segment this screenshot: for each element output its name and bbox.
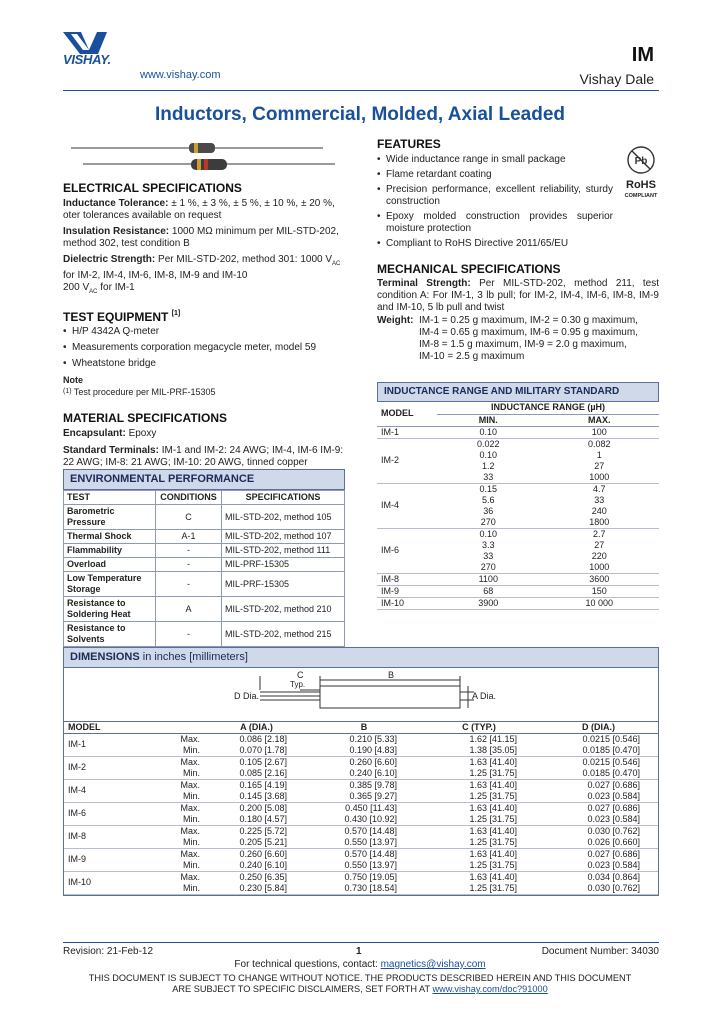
list-item: • H/P 4342A Q-meter (63, 326, 345, 338)
cell-model: IM-9 (68, 854, 86, 865)
cell-min: 33 (483, 550, 494, 561)
cell-dimension: 1.63 [41.40] (469, 871, 517, 882)
cell-dimension: 0.570 [14.48] (344, 825, 397, 836)
col-inductance-range: INDUCTANCE RANGE (µH) (437, 402, 659, 414)
inductance-table (377, 382, 659, 610)
cell-specification: MIL-STD-202, method 111 (222, 544, 345, 558)
cell-test: Barometric Pressure (64, 505, 156, 530)
logo-text: VISHAY. (63, 52, 111, 67)
cell-dimension: 0.180 [4.57] (239, 813, 287, 824)
list-item: • Compliant to RoHS Directive 2011/65/EU (377, 238, 613, 250)
cell-dimension: 0.240 [6.10] (349, 767, 397, 778)
mechanical-heading: MECHANICAL SPECIFICATIONS (377, 261, 561, 276)
cell-model: IM-9 (381, 585, 399, 596)
dielectric-text-4: for IM-1 (97, 281, 135, 293)
cell-max: 1000 (589, 561, 610, 572)
cell-dimension: 0.0215 [0.546] (582, 756, 640, 767)
document-id: IM (631, 44, 654, 66)
document-number: Document Number: 34030 (541, 946, 659, 957)
weight-label: Weight: (377, 315, 414, 327)
cell-dimension: 1.25 [31.75] (469, 882, 517, 893)
cell-max: 2.7 (593, 528, 606, 539)
cell-dimension: 0.250 [6.35] (239, 871, 287, 882)
cell-dimension: 0.730 [18.54] (344, 882, 397, 893)
col-a-dia: A (DIA.) (240, 721, 273, 732)
list-item: • Flame retardant coating (377, 169, 613, 181)
table-row (377, 597, 659, 609)
note-label: Note (63, 375, 83, 386)
table-row (64, 597, 345, 622)
table-row (64, 530, 345, 544)
weight-line: IM-4 = 0.65 g maximum, IM-6 = 0.95 g maximum, (419, 327, 638, 339)
inductance-tolerance (63, 198, 345, 222)
list-item: • Wide inductance range in small package (377, 154, 613, 166)
test-equipment-list (63, 326, 345, 370)
cell-dimension: 1.63 [41.40] (469, 756, 517, 767)
cell-max: 220 (591, 550, 607, 561)
cell-dimension: 0.145 [3.68] (239, 790, 287, 801)
cell-model: IM-1 (381, 426, 399, 437)
page-title: Inductors, Commercial, Molded, Axial Leaded (155, 104, 565, 125)
weight-line: IM-1 = 0.25 g maximum, IM-2 = 0.30 g maximum, (419, 315, 638, 327)
cell-dimension: 0.225 [5.72] (239, 825, 287, 836)
cell-dimension: 0.450 [11.43] (345, 802, 397, 813)
table-row (64, 871, 658, 883)
table-row (64, 768, 658, 780)
page-number: 1 (356, 946, 362, 957)
cell-condition: C (156, 505, 222, 530)
cell-dimension: 0.165 [4.19] (239, 779, 287, 790)
cell-min: 0.15 (479, 483, 498, 494)
cell-condition: - (156, 572, 222, 597)
table-row (377, 573, 659, 585)
cell-dimension: 1.25 [31.75] (469, 836, 517, 847)
cell-max: 1000 (589, 471, 610, 482)
cell-model: IM-4 (68, 785, 86, 796)
cell-dimension: 0.550 [13.97] (344, 859, 397, 870)
disclaimer-link[interactable]: www.vishay.com/doc?91000 (432, 984, 548, 994)
col-limit (154, 721, 204, 733)
cell-min: 5.6 (482, 494, 495, 505)
cell-condition: A-1 (156, 530, 222, 544)
cell-min: 68 (483, 585, 494, 596)
cell-max: 27 (594, 460, 605, 471)
weight-line: IM-10 = 2.5 g maximum (419, 351, 525, 363)
cell-limit: Min. (182, 859, 200, 870)
col-max: MAX. (540, 414, 659, 426)
dielectric-text-1: Per MIL-STD-202, method 301: 1000 V (158, 253, 333, 265)
dimensions-subheading: in inches [millimeters] (142, 651, 248, 663)
diagram-a-dia: A Dia. (472, 691, 497, 702)
disclaimer-text: ARE SUBJECT TO SPECIFIC DISCLAIMERS, SET FORTH AT (172, 984, 433, 994)
header-divider (63, 90, 659, 91)
inductor-photo (63, 137, 345, 175)
cell-dimension: 0.0215 [0.546] (582, 733, 640, 744)
cell-dimension: 0.260 [6.60] (349, 756, 397, 767)
cell-model: IM-6 (381, 545, 399, 556)
cell-min: 3.3 (482, 539, 495, 550)
cell-dimension: 0.085 [2.16] (239, 767, 287, 778)
table-row (377, 528, 659, 540)
cell-min: 270 (480, 516, 496, 527)
cell-limit: Max. (180, 779, 200, 790)
dimensions-body (64, 733, 658, 894)
cell-min: 0.10 (479, 449, 498, 460)
cell-max: 27 (594, 539, 605, 550)
table-row (64, 779, 658, 791)
table-row (64, 825, 658, 837)
features-list (377, 154, 613, 250)
table-row (64, 558, 345, 572)
cell-dimension: 0.230 [5.84] (239, 882, 287, 893)
rohs-label: RoHS (626, 179, 656, 192)
pb-text: Pb (634, 156, 648, 167)
cell-dimension: 0.105 [2.67] (239, 756, 287, 767)
rohs-compliant: COMPLIANT (624, 192, 658, 199)
table-row (64, 544, 345, 558)
cell-min: 33 (483, 471, 494, 482)
cell-max: 10 000 (585, 597, 614, 608)
terminal-strength (377, 278, 659, 314)
cell-dimension: 0.0185 [0.470] (582, 744, 640, 755)
table-row (64, 802, 658, 814)
dielectric-sub-1: AC (332, 260, 341, 267)
note-text (63, 386, 345, 398)
cell-test: Low Temperature Storage (64, 572, 156, 597)
table-row (64, 622, 345, 647)
cell-dimension: 0.210 [5.33] (349, 733, 397, 744)
cell-dimension: 0.030 [0.762] (587, 825, 640, 836)
cell-dimension: 0.550 [13.97] (344, 836, 397, 847)
left-column (63, 137, 345, 469)
dimensions-heading: DIMENSIONS (70, 651, 140, 663)
table-row (64, 837, 658, 849)
table-row (64, 572, 345, 597)
insulation-label: Insulation Resistance: (63, 225, 170, 237)
list-item: • Wheatstone bridge (63, 358, 345, 370)
cell-limit: Max. (180, 802, 200, 813)
terminals-label: Standard Terminals: (63, 445, 159, 457)
disclaimer-line-1: THIS DOCUMENT IS SUBJECT TO CHANGE WITHOUT NOTICE. THE PRODUCTS DESCRIBED HEREIN AND THIS DOCUMENT (88, 973, 632, 983)
cell-test: Resistance to Soldering Heat (64, 597, 156, 622)
cell-dimension: 0.430 [10.92] (344, 813, 397, 824)
cell-dimension: 1.25 [31.75] (469, 767, 517, 778)
cell-dimension: 0.205 [5.21] (239, 836, 287, 847)
table-row (377, 585, 659, 597)
cell-dimension: 1.63 [41.40] (469, 848, 517, 859)
table-row (64, 791, 658, 803)
environmental-heading: ENVIRONMENTAL PERFORMANCE (63, 469, 345, 490)
col-model: MODEL (377, 402, 437, 426)
encapsulant (63, 428, 345, 440)
material-heading: MATERIAL SPECIFICATIONS (63, 411, 228, 426)
cell-model: IM-10 (68, 877, 92, 888)
dielectric-label: Dielectric Strength: (63, 253, 156, 265)
cell-dimension: 0.190 [4.83] (349, 744, 397, 755)
terminal-strength-text: Per MIL-STD-202, method 211, test condition A: For IM-1, 3 lb pull; for IM-2, IM-4, IM-6, IM-8, IM-9 and IM-10, 5 lb pull and twist (377, 278, 659, 314)
cell-limit: Max. (180, 756, 200, 767)
vishay-logo (63, 30, 133, 66)
cell-dimension: 0.086 [2.18] (239, 733, 287, 744)
cell-dimension: 0.385 [9.78] (349, 779, 397, 790)
tech-contact-text: For technical questions, contact: (234, 959, 381, 970)
insulation-text: 1000 MΩ minimum per MIL-STD-202, method 302, test condition B (63, 225, 339, 249)
cell-limit: Max. (180, 871, 200, 882)
list-item: • Epoxy molded construction provides superior moisture protection (377, 211, 613, 235)
cell-dimension: 0.026 [0.660] (587, 836, 640, 847)
cell-condition: - (156, 622, 222, 647)
table-row (64, 848, 658, 860)
cell-min: 270 (480, 561, 496, 572)
inductance-body (377, 426, 659, 609)
table-row (64, 756, 658, 768)
cell-max: 1800 (589, 516, 610, 527)
cell-dimension: 0.200 [5.08] (239, 802, 287, 813)
electrical-heading: ELECTRICAL SPECIFICATIONS (63, 181, 242, 196)
cell-model: IM-2 (381, 455, 399, 466)
test-equipment-ref: [1] (171, 309, 181, 317)
cell-limit: Max. (180, 825, 200, 836)
table-row (377, 426, 659, 438)
encapsulant-text: Epoxy (128, 428, 157, 440)
cell-limit: Max. (180, 848, 200, 859)
weight-block (377, 315, 659, 363)
col-min: MIN. (437, 414, 540, 426)
cell-model: IM-8 (68, 831, 86, 842)
table-row (64, 860, 658, 872)
cell-limit: Min. (182, 813, 200, 824)
tolerance-label: Inductance Tolerance: (63, 197, 169, 209)
table-row (377, 438, 659, 450)
cell-limit: Min. (182, 767, 200, 778)
disclaimer-line-2 (0, 984, 720, 995)
cell-max: 150 (591, 585, 607, 596)
cell-dimension: 1.25 [31.75] (469, 813, 517, 824)
cell-dimension: 0.365 [9.27] (349, 790, 397, 801)
inductance-heading: INDUCTANCE RANGE AND MILITARY STANDARD (377, 382, 659, 402)
dimensions-section (63, 647, 659, 896)
list-item: • Precision performance, excellent reliability, sturdy construction (377, 184, 613, 208)
rohs-badge (621, 145, 661, 211)
cell-dimension: 0.023 [0.584] (587, 790, 640, 801)
cell-dimension: 0.260 [6.60] (239, 848, 287, 859)
encapsulant-label: Encapsulant: (63, 428, 126, 440)
cell-dimension: 0.240 [6.10] (239, 859, 287, 870)
cell-dimension: 0.030 [0.762] (587, 882, 640, 893)
cell-condition: - (156, 544, 222, 558)
cell-min: 1.2 (482, 460, 495, 471)
cell-test: Resistance to Solvents (64, 622, 156, 647)
table-row (64, 733, 658, 745)
vishay-logo-icon (63, 30, 133, 54)
cell-condition: A (156, 597, 222, 622)
cell-dimension: 1.62 [41.15] (469, 733, 517, 744)
cell-dimension: 0.027 [0.686] (587, 802, 640, 813)
cell-model: IM-6 (68, 808, 86, 819)
test-equipment-title: TEST EQUIPMENT (63, 309, 169, 324)
cell-model: IM-1 (68, 739, 86, 750)
list-item: • Measurements corporation megacycle meter, model 59 (63, 342, 345, 354)
vishay-url[interactable]: www.vishay.com (140, 69, 221, 81)
col-specifications: SPECIFICATIONS (222, 491, 345, 505)
cell-condition: - (156, 558, 222, 572)
col-d-dia: D (DIA.) (582, 721, 615, 732)
cell-specification: MIL-STD-202, method 210 (222, 597, 345, 622)
cell-dimension: 0.023 [0.584] (587, 813, 640, 824)
cell-limit: Min. (182, 744, 200, 755)
table-row (64, 814, 658, 826)
cell-dimension: 0.570 [14.48] (344, 848, 397, 859)
environmental-body (64, 505, 345, 647)
cell-max: 33 (594, 494, 605, 505)
cell-test: Thermal Shock (64, 530, 156, 544)
insulation-resistance (63, 226, 345, 250)
cell-dimension: 1.25 [31.75] (469, 790, 517, 801)
dimensions-diagram (64, 668, 658, 716)
col-c-typ: C (TYP.) (462, 721, 496, 732)
note-ref: (1) (63, 388, 72, 396)
table-row (64, 505, 345, 530)
cell-min: 36 (483, 505, 494, 516)
cell-dimension: 0.750 [19.05] (344, 871, 397, 882)
weight-line: IM-8 = 1.5 g maximum, IM-9 = 2.0 g maximum, (419, 339, 627, 351)
standard-terminals (63, 445, 345, 469)
dielectric-sub-2: AC (89, 288, 98, 295)
cell-test: Overload (64, 558, 156, 572)
col-model: MODEL (68, 721, 101, 732)
features-heading: FEATURES (377, 137, 441, 151)
cell-dimension: 0.027 [0.686] (587, 779, 640, 790)
cell-max: 240 (591, 505, 607, 516)
dielectric-text-2: for IM-2, IM-4, IM-6, IM-8, IM-9 and IM-10 (63, 269, 248, 281)
revision: Revision: 21-Feb-12 (63, 946, 154, 957)
cell-max: 0.082 (588, 438, 611, 449)
table-row (64, 883, 658, 895)
cell-test: Flammability (64, 544, 156, 558)
diagram-c: C (297, 670, 304, 681)
inductance-grid (377, 402, 659, 610)
cell-max: 100 (591, 426, 607, 437)
dielectric-text-3: 200 V (63, 281, 90, 293)
cell-limit: Min. (182, 882, 200, 893)
tech-contact (0, 959, 720, 971)
cell-max: 4.7 (593, 483, 606, 494)
cell-model: IM-10 (381, 597, 405, 608)
table-row (64, 745, 658, 757)
diagram-typ: Typ. (290, 680, 306, 690)
cell-dimension: 1.25 [31.75] (469, 859, 517, 870)
company-name: Vishay Dale (579, 71, 654, 87)
cell-dimension: 0.023 [0.584] (587, 859, 640, 870)
col-conditions: CONDITIONS (156, 491, 222, 505)
cell-min: 0.10 (479, 528, 498, 539)
table-row (377, 483, 659, 495)
cell-limit: Min. (182, 836, 200, 847)
cell-min: 0.10 (479, 426, 498, 437)
weight-values (419, 315, 659, 363)
cell-limit: Min. (182, 790, 200, 801)
cell-specification: MIL-PRF-15305 (222, 572, 345, 597)
cell-dimension: 0.034 [0.864] (587, 871, 640, 882)
col-b: B (360, 721, 368, 732)
cell-min: 0.022 (477, 438, 500, 449)
cell-dimension: 1.63 [41.40] (469, 779, 517, 790)
cell-max: 1 (596, 449, 602, 460)
cell-dimension: 1.63 [41.40] (469, 802, 517, 813)
cell-specification: MIL-STD-202, method 107 (222, 530, 345, 544)
cell-specification: MIL-STD-202, method 105 (222, 505, 345, 530)
cell-specification: MIL-PRF-15305 (222, 558, 345, 572)
right-column (377, 137, 659, 363)
terminals-text: IM-1 and IM-2: 24 AWG; IM-4, IM-6 IM-9: 22 AWG; IM-8: 21 AWG; IM-10: 20 AWG, tinned copper (63, 445, 344, 469)
note-content: Test procedure per MIL-PRF-15305 (73, 387, 216, 398)
cell-min: 3900 (478, 597, 499, 608)
terminal-strength-label: Terminal Strength: (377, 278, 471, 290)
cell-dimension: 0.027 [0.686] (587, 848, 640, 859)
cell-dimension: 1.38 [35.05] (469, 744, 517, 755)
cell-max: 3600 (589, 573, 610, 584)
diagram-b: B (388, 670, 395, 681)
footer-divider (63, 942, 659, 943)
cell-specification: MIL-STD-202, method 215 (222, 622, 345, 647)
cell-model: IM-2 (68, 762, 86, 773)
cell-model: IM-4 (381, 500, 399, 511)
environmental-grid (63, 490, 345, 647)
cell-model: IM-8 (381, 573, 399, 584)
dimensions-header (64, 648, 658, 668)
cell-dimension: 1.63 [41.40] (469, 825, 517, 836)
cell-dimension: 0.0185 [0.470] (582, 767, 640, 778)
diagram-d-dia: D Dia. (234, 691, 260, 702)
cell-dimension: 0.070 [1.78] (239, 744, 287, 755)
test-equipment-heading (63, 310, 345, 325)
environmental-table (63, 469, 345, 647)
contact-email[interactable]: magnetics@vishay.com (380, 959, 486, 970)
col-test: TEST (64, 491, 156, 505)
pb-free-icon (626, 145, 656, 175)
tolerance-text: ± 1 %, ± 3 %, ± 5 %, ± 10 %, ± 20 %, oter tolerances available on request (63, 197, 335, 221)
dimensions-grid (64, 721, 658, 895)
cell-min: 1100 (478, 573, 498, 584)
dielectric-strength (63, 254, 345, 298)
cell-limit: Max. (180, 733, 200, 744)
